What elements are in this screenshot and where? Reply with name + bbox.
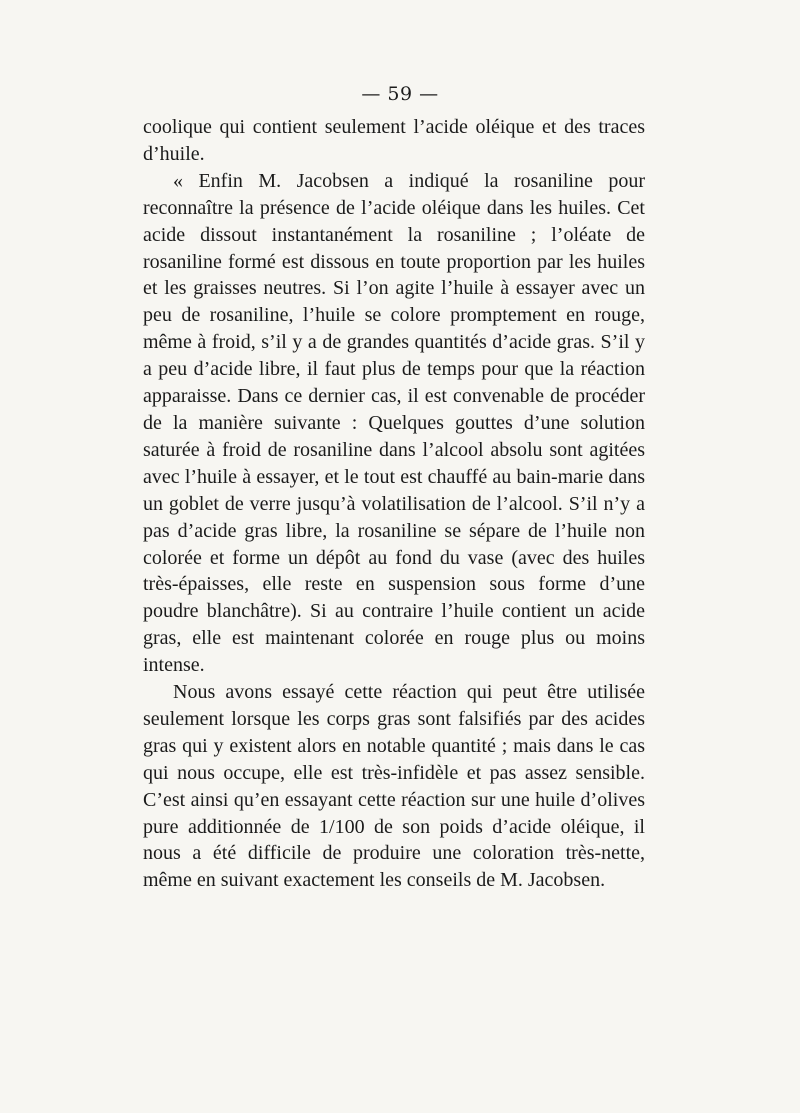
paragraph-continuation: coolique qui contient seulement l’acide oléique et des traces d’huile.	[143, 116, 645, 165]
paragraph-quote: « Enfin M. Jacobsen a indiqué la rosaniline pour reconnaître la présence de l’acide oléique dans les huiles. Cet acide dissout instantanément la rosaniline ; l’oléate de rosaniline formé est dissous en toute proportion par les huiles et les graisses neutres. Si l’on agite l’huile à essayer avec un peu de rosaniline, l’huile se colore promptement en rouge, même à froid, s’il y a de grandes quantités d’acide gras. S’il y a peu d’acide libre, il faut plus de temps pour que la réaction apparaisse. Dans ce dernier cas, il est convenable de procéder de la manière suivante : Quelques gouttes d’une solution saturée à froid de rosaniline dans l’alcool absolu sont agitées avec l’huile à essayer, et le tout est chauffé au bain-marie dans un goblet de verre jusqu’à volatilisation de l’alcool. S’il n’y a pas d’acide gras libre, la rosaniline se sépare de l’huile non colorée et forme un dépôt au fond du vase (avec des huiles très-épaisses, elle reste en suspension sous forme d’une poudre blanchâtre). Si au contraire l’huile contient un acide gras, elle est maintenant colorée en rouge plus ou moins intense.	[143, 169, 645, 677]
page-number: — 59 —	[361, 83, 439, 105]
paragraph-conclusion: Nous avons essayé cette réaction qui peut être utilisée seulement lorsque les corps gras sont falsifiés par des acides gras qui y existent alors en notable quantité ; mais dans le cas qui nous occupe, elle est très-infidèle et pas assez sensible. C’est ainsi qu’en essayant cette réaction sur une huile d’olives pure additionnée de 1/100 de son poids d’acide oléique, il nous a été difficile de produire une coloration très-nette, même en suivant exactement les conseils de M. Jacobsen.	[143, 681, 645, 892]
body-text	[143, 114, 645, 894]
